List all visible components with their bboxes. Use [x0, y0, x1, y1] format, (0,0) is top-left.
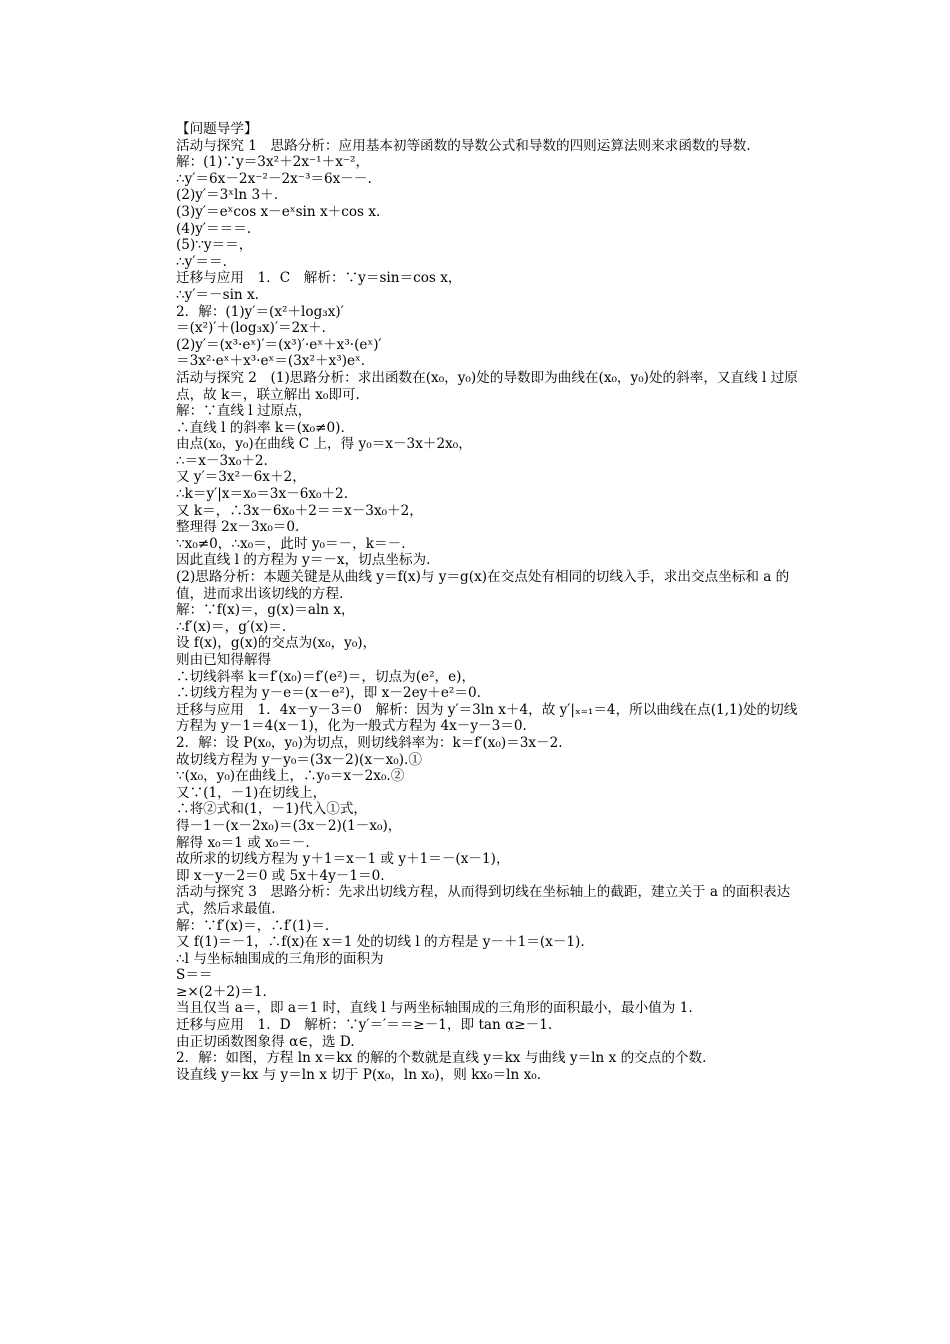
solution-line: ∴＝x－3x₀＋2. — [176, 452, 268, 469]
solution-line: ∴f′(x)＝，g′(x)＝. — [176, 618, 287, 635]
solution-line: ∴直线 l 的斜率 k＝(x₀≠0). — [176, 419, 345, 436]
solution-line: 解：∵直线 l 过原点， — [176, 403, 312, 420]
solution-line: 解：(1)∵y＝3x²＋2x⁻¹＋x⁻²， — [176, 154, 370, 171]
solution-line: ∴y′＝－sin x. — [176, 286, 259, 303]
activity-3-analysis: 活动与探究 3 思路分析：先求出切线方程，从而得到切线在坐标轴上的截距，建立关于 a 的面积表达式，然后求最值. — [176, 884, 791, 917]
solution-line: 得－1－(x－2x₀)＝(3x－2)(1－x₀)， — [176, 817, 402, 834]
solution-line: 又 y′＝3x²－6x＋2， — [176, 469, 306, 486]
solution-line: 又 k＝，∴3x－6x₀＋2＝＝x－3x₀＋2， — [176, 502, 423, 519]
solution-line: ∵(x₀，y₀)在曲线上，∴y₀＝x－2x₀.② — [176, 768, 405, 785]
solution-line: (3)y′＝eˣcos x－eˣsin x＋cos x. — [176, 203, 381, 220]
solution-line: ＝(x²)′＋(log₃x)′＝2x＋. — [176, 320, 326, 337]
transfer-application-1: 迁移与应用 1．C 解析：∵y＝sin＝cos x， — [176, 270, 462, 287]
solution-line: ＝3x²·eˣ＋x³·eˣ＝(3x²＋x³)eˣ. — [176, 353, 366, 370]
solution-line: 因此直线 l 的方程为 y＝－x，切点坐标为. — [176, 552, 431, 569]
activity-2-analysis: 活动与探究 2 (1)思路分析：求出函数在(x₀，y₀)处的导数即为曲线在(x₀，y₀)处的斜率，又直线 l 过原点，故 k＝，联立解出 x₀即可. — [176, 369, 798, 403]
solution-line: ∴k＝y′|x＝x₀＝3x－6x₀＋2. — [176, 486, 349, 503]
part-2-analysis: (2)思路分析：本题关键是从曲线 y＝f(x)与 y＝g(x)在交点处有相同的切线入手，求出交点坐标和 a 的值，进而求出该切线的方程. — [176, 569, 790, 602]
solution-line: (5)∵y＝＝， — [176, 237, 253, 254]
solution-line: ∴将②式和(1，－1)代入①式， — [176, 801, 368, 818]
solution-line: 即 x－y－2＝0 或 5x＋4y－1＝0. — [176, 867, 385, 884]
solution-line: 故所求的切线方程为 y＋1＝x－1 或 y＋1＝－(x－1)， — [176, 851, 510, 868]
solution-line: S＝＝ — [176, 967, 213, 984]
solution-line: 整理得 2x－3x₀＝0. — [176, 519, 300, 536]
solution-line: ∴切线斜率 k＝f′(x₀)＝f′(e²)＝，切点为(e²，e)， — [176, 668, 476, 685]
solution-line: (4)y′＝＝＝. — [176, 220, 252, 237]
solution-line: ∴y′＝＝. — [176, 253, 227, 270]
transfer-application-3: 迁移与应用 1．D 解析：∵y′＝′＝＝≥－1，即 tan α≥－1. — [176, 1017, 553, 1034]
solution-line: 2．解：设 P(x₀，y₀)为切点，则切线斜率为：k＝f′(x₀)＝3x－2. — [176, 734, 563, 751]
solution-line: 解：∵f′(x)＝，∴f′(1)＝. — [176, 917, 330, 934]
solution-line: 又 f(1)＝－1，∴f(x)在 x＝1 处的切线 l 的方程是 y－＋1＝(x－1). — [176, 934, 585, 951]
solution-line: 当且仅当 a＝，即 a＝1 时，直线 l 与两坐标轴围成的三角形的面积最小，最小值为 1. — [176, 1000, 693, 1017]
solution-line: 2．解：如图，方程 ln x＝kx 的解的个数就是直线 y＝kx 与曲线 y＝ln x 的交点的个数. — [176, 1050, 707, 1067]
solution-document — [176, 121, 808, 1083]
solution-line: 设直线 y＝kx 与 y＝ln x 切于 P(x₀，ln x₀)，则 kx₀＝ln x₀. — [176, 1066, 542, 1083]
solution-line: ≥×(2＋2)＝1. — [176, 983, 267, 1000]
solution-line: 由正切函数图象得 α∈，选 D. — [176, 1033, 355, 1050]
transfer-application-2: 迁移与应用 1．4x－y－3＝0 解析：因为 y′＝3ln x＋4，故 y′|ₓ₌₁＝4，所以曲线在点(1,1)处的切线方程为 y－1＝4(x－1)，化为一般式方程为 4x－y－3＝0. — [176, 701, 798, 735]
solution-line: (2)y′＝3ˣln 3＋. — [176, 187, 279, 204]
section-heading: 【问题导学】 — [176, 121, 258, 137]
solution-line: 解得 x₀＝1 或 x₀＝－. — [176, 834, 310, 851]
solution-line: ∵x₀≠0，∴x₀＝，此时 y₀＝－，k＝－. — [176, 535, 406, 552]
solution-line: ∴切线方程为 y－e＝(x－e²)，即 x－2ey＋e²＝0. — [176, 685, 481, 702]
solution-line: 又∵(1，－1)在切线上， — [176, 784, 327, 801]
solution-line: 解：∵f(x)＝，g(x)＝aln x， — [176, 602, 355, 619]
solution-line: 设 f(x)，g(x)的交点为(x₀，y₀)， — [176, 635, 377, 652]
activity-1-analysis: 活动与探究 1 思路分析：应用基本初等函数的导数公式和导数的四则运算法则来求函数的导数. — [176, 137, 751, 154]
solution-line: (2)y′＝(x³·eˣ)′＝(x³)′·eˣ＋x³·(eˣ)′ — [176, 336, 382, 353]
solution-line: 故切线方程为 y－y₀＝(3x－2)(x－x₀).① — [176, 751, 422, 768]
solution-line: 则由已知得解得 — [176, 652, 272, 668]
solution-line: ∴l 与坐标轴围成的三角形的面积为 — [176, 950, 384, 967]
solution-line: 由点(x₀，y₀)在曲线 C 上，得 y₀＝x－3x＋2x₀， — [176, 436, 472, 453]
solution-line: 2．解：(1)y′＝(x²＋log₃x)′ — [176, 303, 344, 320]
solution-line: ∴y′＝6x－2x⁻²－2x⁻³＝6x－－. — [176, 170, 372, 187]
